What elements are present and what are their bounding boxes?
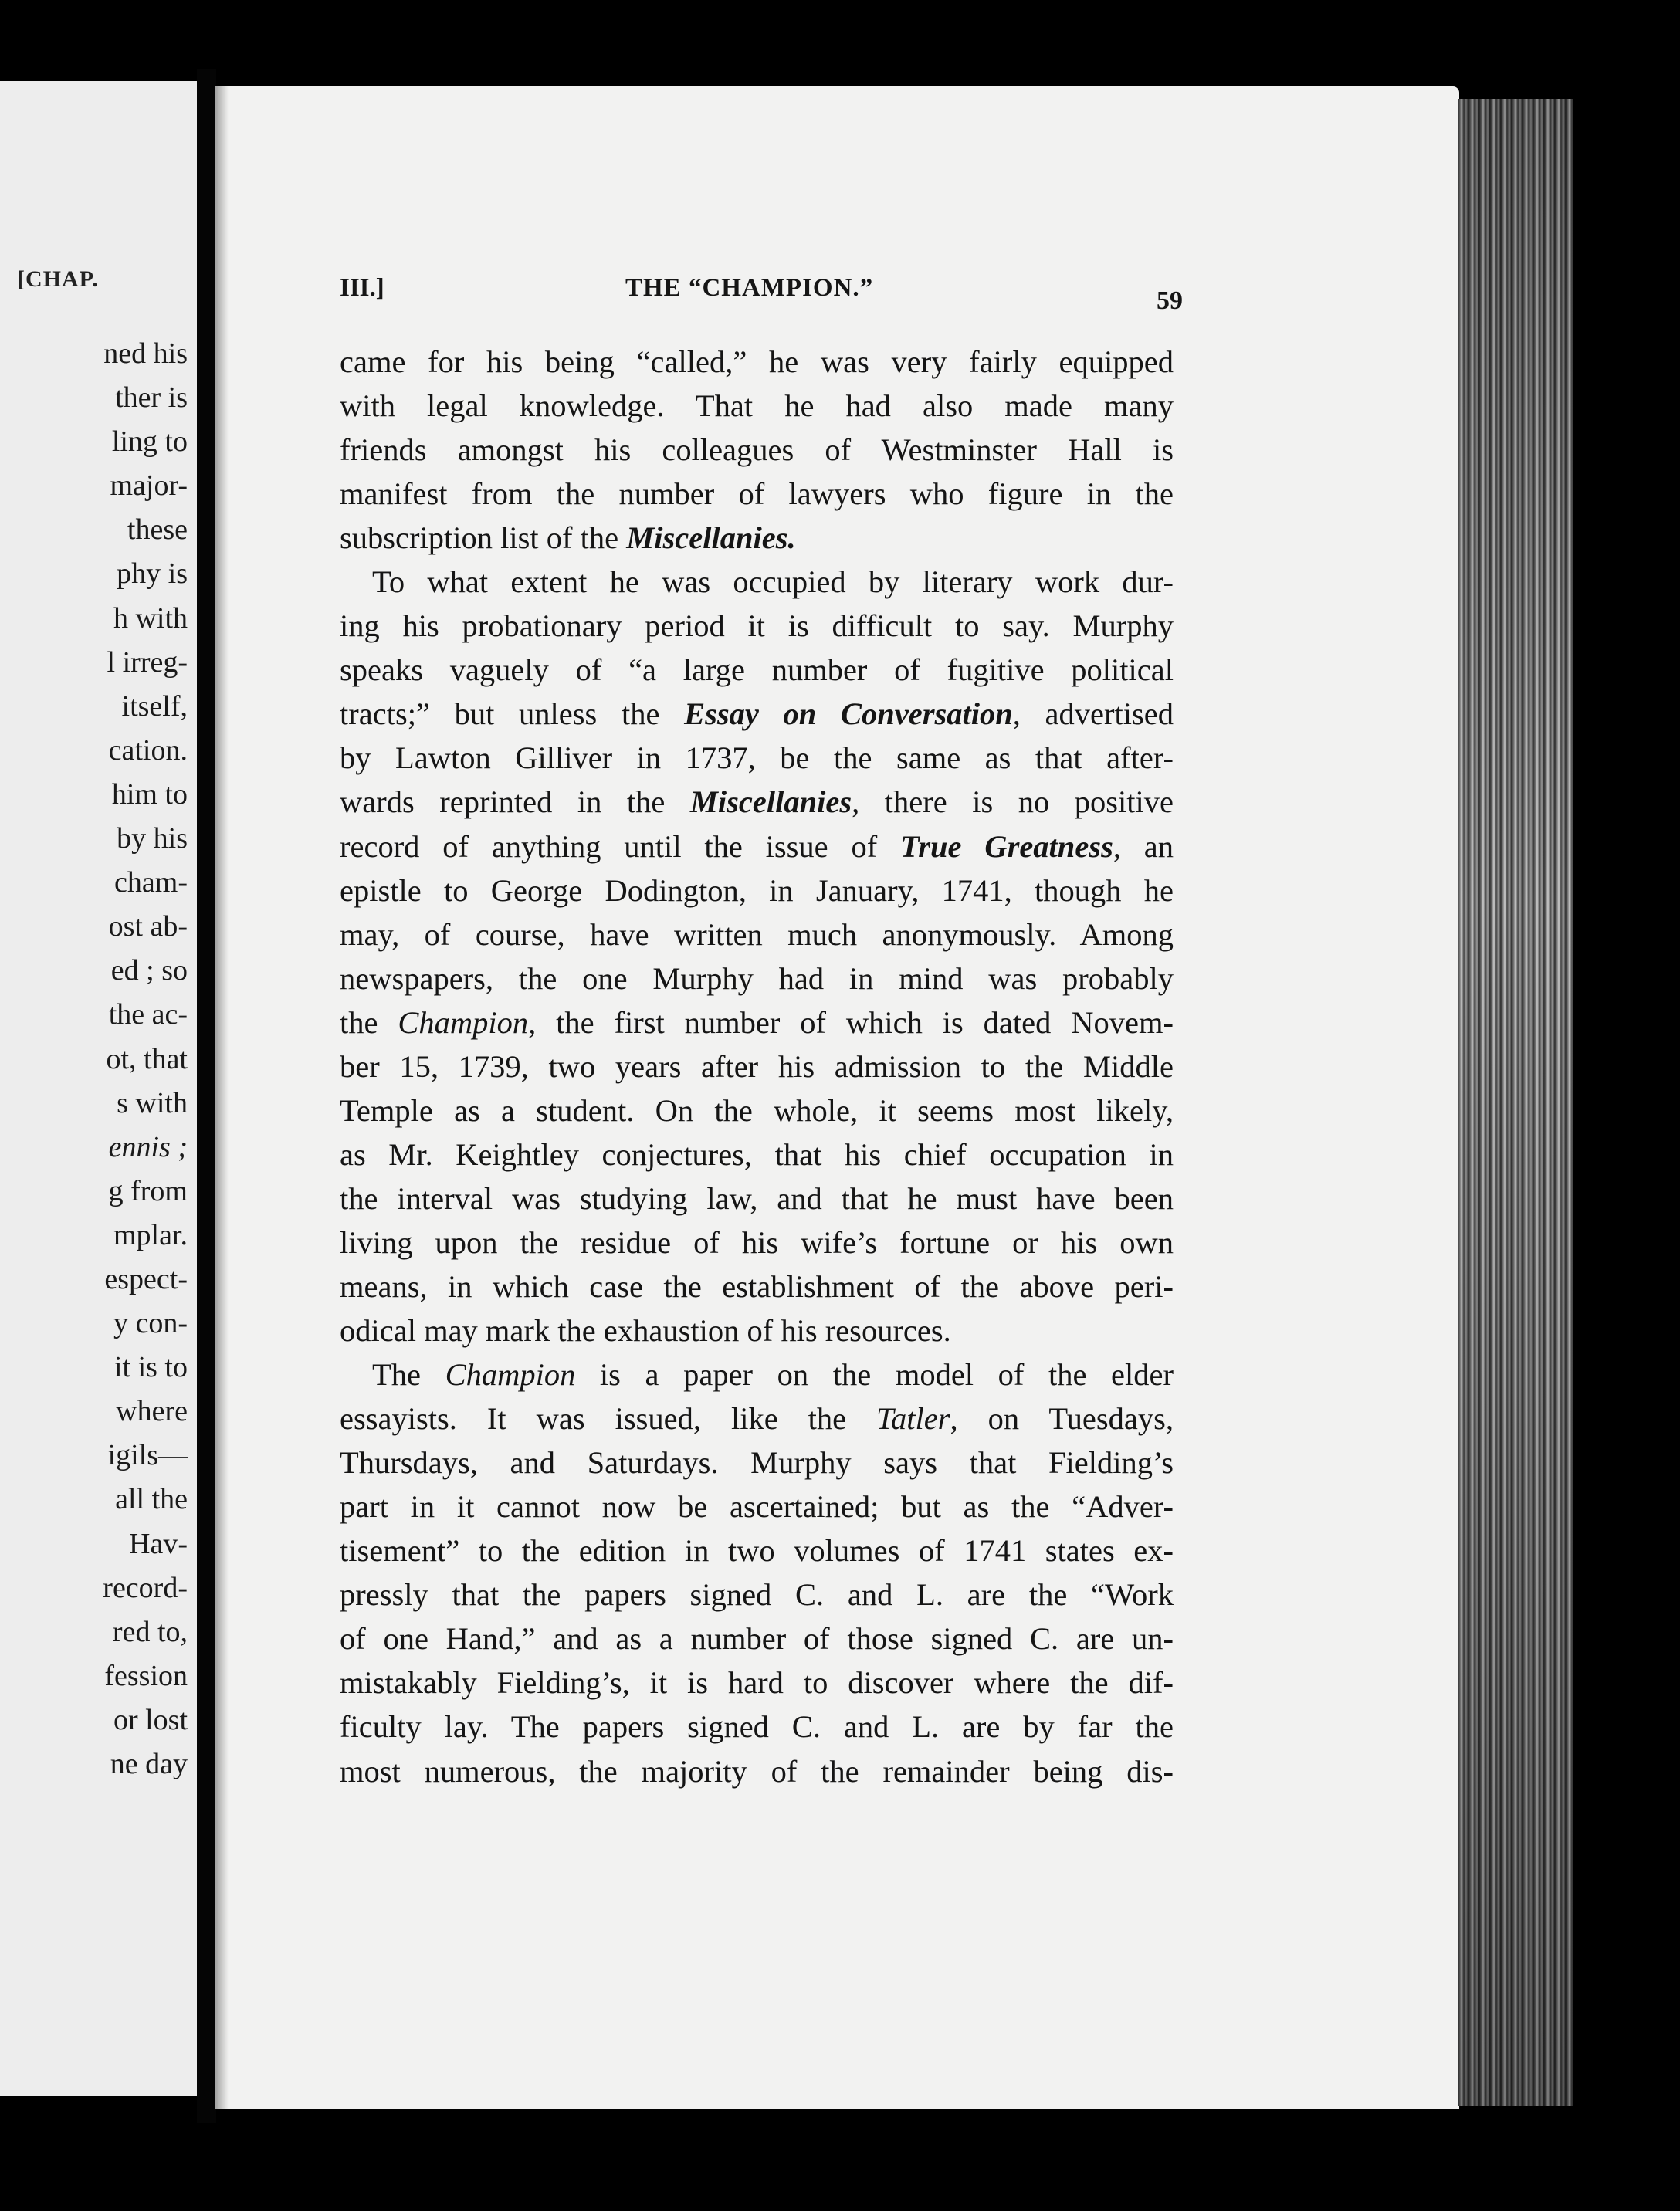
text-line: the interval was studying law, and that he must have been xyxy=(340,1180,1174,1216)
left-line: Hav- xyxy=(129,1527,188,1560)
text-run: , on Tuesdays, xyxy=(950,1401,1174,1437)
text-line: means, in which case the establishment of the above peri- xyxy=(340,1268,1174,1304)
text-line xyxy=(340,1001,1174,1045)
text-line: as Mr. Keightley conjectures, that his chief occupation in xyxy=(340,1136,1174,1172)
text-run: the xyxy=(340,1004,398,1040)
left-line: cham- xyxy=(114,866,188,899)
left-line: h with xyxy=(113,601,188,635)
left-line: ost ab- xyxy=(108,910,188,943)
left-line: these xyxy=(127,513,188,547)
left-line xyxy=(2,1126,188,1170)
text-line: odical may mark the exhaustion of his resources. xyxy=(340,1313,951,1349)
left-line: cation. xyxy=(108,733,188,767)
text-line: Thursdays, and Saturdays. Murphy says that Fielding’s xyxy=(340,1445,1174,1481)
text-line: speaks vaguely of “a large number of fugitive political xyxy=(340,652,1174,688)
left-line: major- xyxy=(110,469,188,503)
left-line: igils— xyxy=(107,1439,188,1472)
text-line xyxy=(340,780,1174,824)
left-line: or lost xyxy=(113,1703,188,1736)
italic-title: Champion xyxy=(398,1004,529,1040)
left-line: it is to xyxy=(113,1351,188,1384)
text-run: The xyxy=(372,1357,445,1393)
left-line: all the xyxy=(115,1483,188,1516)
text-line: ing his probationary period it is difficult to say. Murphy xyxy=(340,608,1174,644)
paragraph-first-line: To what extent he was occupied by literary work dur- xyxy=(372,564,1174,600)
italic-title: Tatler xyxy=(876,1401,950,1437)
text-line xyxy=(340,516,1174,560)
left-line: ned his xyxy=(103,337,188,370)
text-line: part in it cannot now be ascertained; but as the “Adver- xyxy=(340,1489,1174,1525)
left-line: espect- xyxy=(104,1262,188,1295)
text-run: subscription list of the xyxy=(340,520,627,556)
text-line: manifest from the number of lawyers who figure in the xyxy=(340,476,1174,512)
left-line: fession xyxy=(104,1659,188,1692)
running-title: THE “CHAMPION.” xyxy=(625,274,874,302)
left-line: l irreg- xyxy=(107,645,188,679)
text-line xyxy=(340,692,1174,736)
running-head xyxy=(340,274,1181,313)
text-line: living upon the residue of his wife’s fortune or his own xyxy=(340,1224,1174,1260)
left-page-fragment xyxy=(0,81,197,2096)
italic-title: Essay on Conversation xyxy=(684,696,1013,732)
page-number: 59 xyxy=(1157,286,1183,315)
text-line: pressly that the papers signed C. and L. are the “Work xyxy=(340,1577,1174,1613)
left-line: ne day xyxy=(110,1748,188,1780)
text-line: may, of course, have written much anonymously. Among xyxy=(340,916,1174,952)
left-line: phy is xyxy=(117,557,188,591)
text-line: mistakably Fielding’s, it is hard to discover where the dif- xyxy=(340,1665,1174,1701)
text-line: ficulty lay. The papers signed C. and L. are by far the xyxy=(340,1709,1174,1745)
text-line: came for his being “called,” he was very fairly equipped xyxy=(340,344,1174,379)
text-run: tracts;” but unless the xyxy=(340,696,685,732)
text-run: is a paper on the model of the elder xyxy=(575,1357,1174,1393)
text-line: with legal knowledge. That he had also made many xyxy=(340,388,1174,424)
text-line xyxy=(340,824,1174,868)
left-line-italic: ennis ; xyxy=(108,1130,188,1163)
left-line: ling to xyxy=(111,425,188,459)
left-line: ed ; so xyxy=(110,954,188,987)
chapter-marker: III.] xyxy=(340,274,384,302)
left-line: ther is xyxy=(115,381,188,415)
page-edges-shade xyxy=(1458,99,1573,2106)
text-line: by Lawton Gilliver in 1737, be the same as that after- xyxy=(340,740,1174,776)
left-line: itself, xyxy=(121,689,188,723)
left-line: ot, that xyxy=(106,1042,188,1075)
left-line: record- xyxy=(103,1571,188,1604)
text-run: , there is no positive xyxy=(852,784,1174,820)
left-line: him to xyxy=(111,777,188,811)
italic-title: Miscellanies xyxy=(689,784,852,820)
left-line: where xyxy=(116,1395,188,1428)
left-line: mplar. xyxy=(113,1218,188,1251)
left-running-head: [CHAP. xyxy=(17,266,99,292)
left-line: g from xyxy=(108,1174,188,1207)
left-page-text xyxy=(2,332,188,1786)
text-line: friends amongst his colleagues of Westminster Hall is xyxy=(340,432,1174,468)
text-line: tisement” to the edition in two volumes of 1741 states ex- xyxy=(340,1533,1174,1569)
text-line: ber 15, 1739, two years after his admission to the Middle xyxy=(340,1048,1174,1084)
text-line: Temple as a student. On the whole, it seems most likely, xyxy=(340,1092,1174,1128)
text-run: , an xyxy=(1113,828,1174,864)
left-line: the ac- xyxy=(108,998,188,1031)
text-run: record of anything until the issue of xyxy=(340,828,901,864)
italic-title: Champion xyxy=(445,1357,576,1393)
text-line: epistle to George Dodington, in January, 1741, though he xyxy=(340,872,1174,908)
italic-title: True Greatness xyxy=(900,828,1113,864)
text-line: of one Hand,” and as a number of those signed C. are un- xyxy=(340,1621,1174,1657)
left-line: red to, xyxy=(112,1615,188,1648)
left-line: s with xyxy=(117,1086,188,1119)
text-run: essayists. It was issued, like the xyxy=(340,1401,877,1437)
left-line: y con- xyxy=(113,1307,188,1340)
page-body xyxy=(340,340,1174,1793)
text-run: , advertised xyxy=(1012,696,1174,732)
italic-title: Miscellanies. xyxy=(626,520,796,556)
left-line: by his xyxy=(117,822,188,855)
text-line xyxy=(340,1397,1174,1441)
paragraph-first-line xyxy=(340,1353,1174,1397)
book-gutter xyxy=(197,69,216,2123)
page-shadow xyxy=(215,86,229,2109)
text-line: most numerous, the majority of the remainder being dis- xyxy=(340,1753,1174,1789)
text-run: wards reprinted in the xyxy=(340,784,690,820)
text-line: newspapers, the one Murphy had in mind was probably xyxy=(340,960,1174,996)
text-run: , the first number of which is dated Novem- xyxy=(528,1004,1174,1040)
